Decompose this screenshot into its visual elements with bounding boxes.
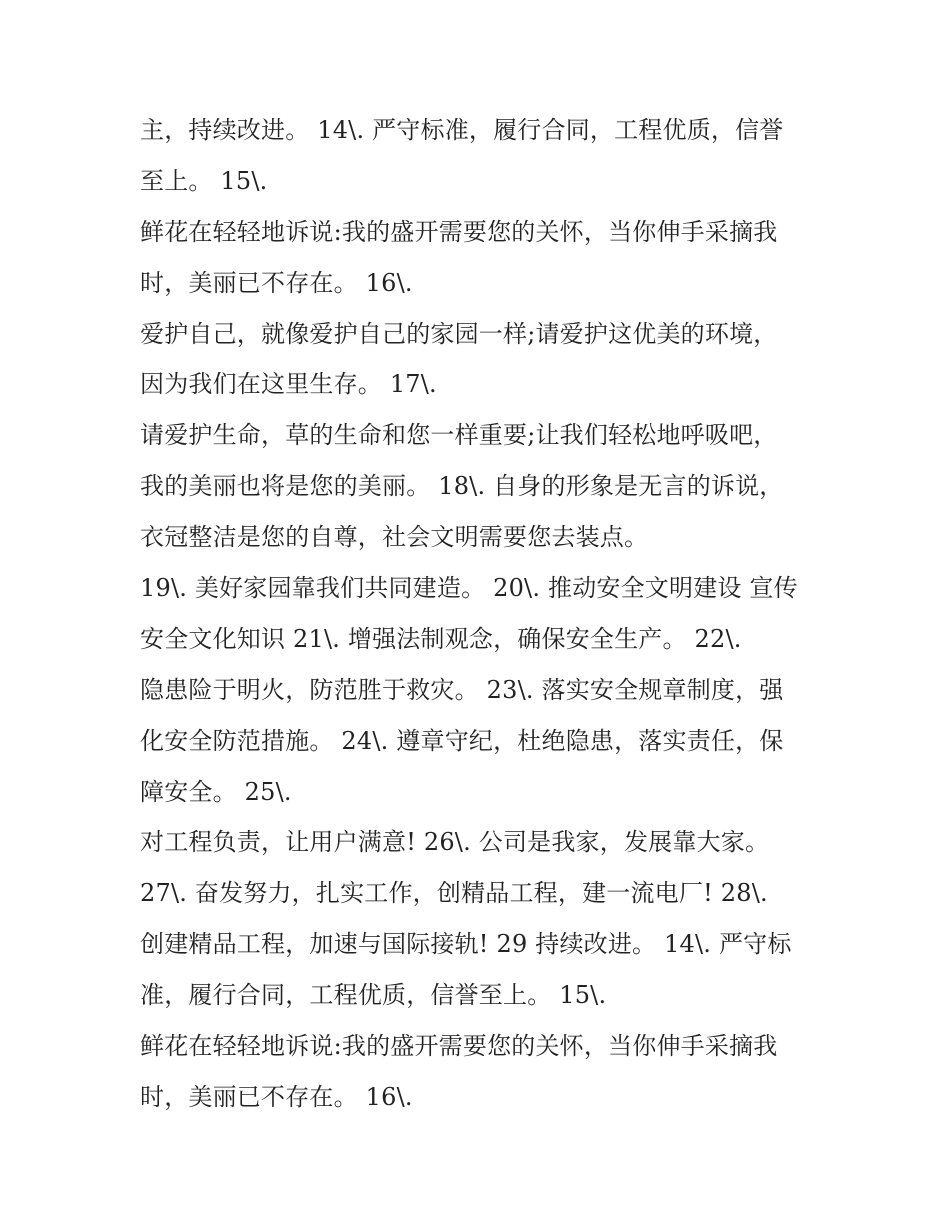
- text-line: 主，持续改进。 14\. 严守标准，履行合同，工程优质，信誉: [140, 116, 784, 144]
- text-line: 准，履行合同，工程优质，信誉至上。 15\.: [140, 981, 607, 1010]
- text-line: 安全文化知识 21\. 增强法制观念，确保安全生产。 22\.: [140, 624, 742, 653]
- document-body: [140, 105, 820, 1123]
- text-line: 化安全防范措施。 24\. 遵章守纪，杜绝隐患，落实责任，保: [140, 726, 784, 755]
- text-line: 障安全。 25\.: [140, 777, 292, 806]
- text-line: 爱护自己，就像爱护自己的家园一样;请爱护这优美的环境，: [140, 319, 778, 348]
- text-line: 我的美丽也将是您的美丽。 18\. 自身的形象是无言的诉说，: [140, 472, 784, 501]
- text-line: 时，美丽已不存在。 16\.: [140, 268, 413, 297]
- text-line: 鲜花在轻轻地诉说:我的盛开需要您的关怀，当你伸手采摘我: [140, 217, 778, 246]
- text-line: 创建精品工程，加速与国际接轨! 29 持续改进。 14\. 严守标: [140, 930, 792, 959]
- text-line: 至上。 15\.: [140, 166, 268, 195]
- text-line: 请爱护生命，草的生命和您一样重要;让我们轻松地呼吸吧，: [140, 421, 778, 450]
- text-line: 鲜花在轻轻地诉说:我的盛开需要您的关怀，当你伸手采摘我: [140, 1032, 778, 1061]
- text-line: 因为我们在这里生存。 17\.: [140, 370, 437, 399]
- text-line: 衣冠整洁是您的自尊，社会文明需要您去装点。: [140, 523, 649, 552]
- text-line: 19\. 美好家园靠我们共同建造。 20\. 推动安全文明建设 宣传: [140, 574, 798, 603]
- text-line: 隐患险于明火，防范胜于救灾。 23\. 落实安全规章制度，强: [140, 675, 784, 704]
- text-line: 27\. 奋发努力，扎实工作，创精品工程，建一流电厂! 28\.: [140, 879, 768, 908]
- text-line: 对工程负责，让用户满意! 26\. 公司是我家，发展靠大家。: [140, 828, 770, 857]
- text-line: 时，美丽已不存在。 16\.: [140, 1082, 413, 1111]
